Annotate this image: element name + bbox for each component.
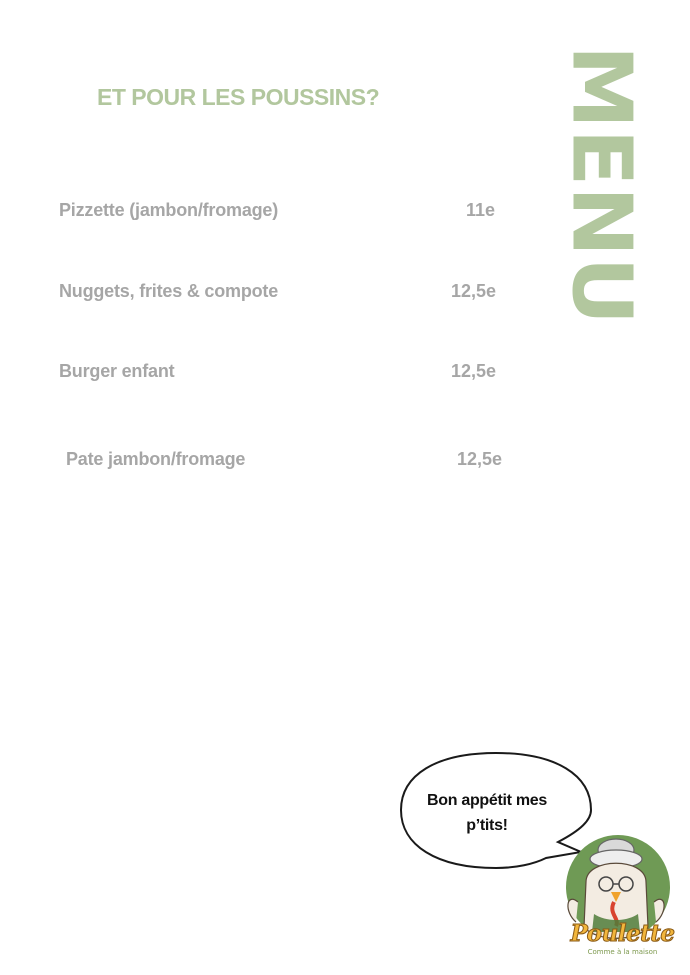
- menu-item-name: Pizzette (jambon/fromage): [59, 200, 279, 220]
- menu-item-name: Nuggets, frites & compote: [59, 281, 279, 301]
- menu-item-price: 12,5e: [451, 361, 497, 381]
- speech-line-1: Bon appétit mes: [427, 792, 547, 809]
- side-title-text: MENU: [553, 45, 649, 318]
- menu-item-price: 11e: [466, 200, 496, 220]
- menu-item-price: 12,5e: [457, 449, 503, 469]
- speech-bubble-text: [412, 788, 562, 838]
- side-title-menu: [553, 40, 649, 330]
- speech-line-2: p’tits!: [466, 817, 508, 834]
- menu-item-name: Pate jambon/fromage: [66, 449, 246, 469]
- page-heading: ET POUR LES POUSSINS?: [97, 84, 380, 110]
- logo-wordmark: Poulette: [570, 920, 675, 947]
- menu-item-price: 12,5e: [451, 281, 497, 301]
- logo-tagline: Comme à la maison: [587, 948, 658, 956]
- menu-item-name: Burger enfant: [59, 361, 175, 381]
